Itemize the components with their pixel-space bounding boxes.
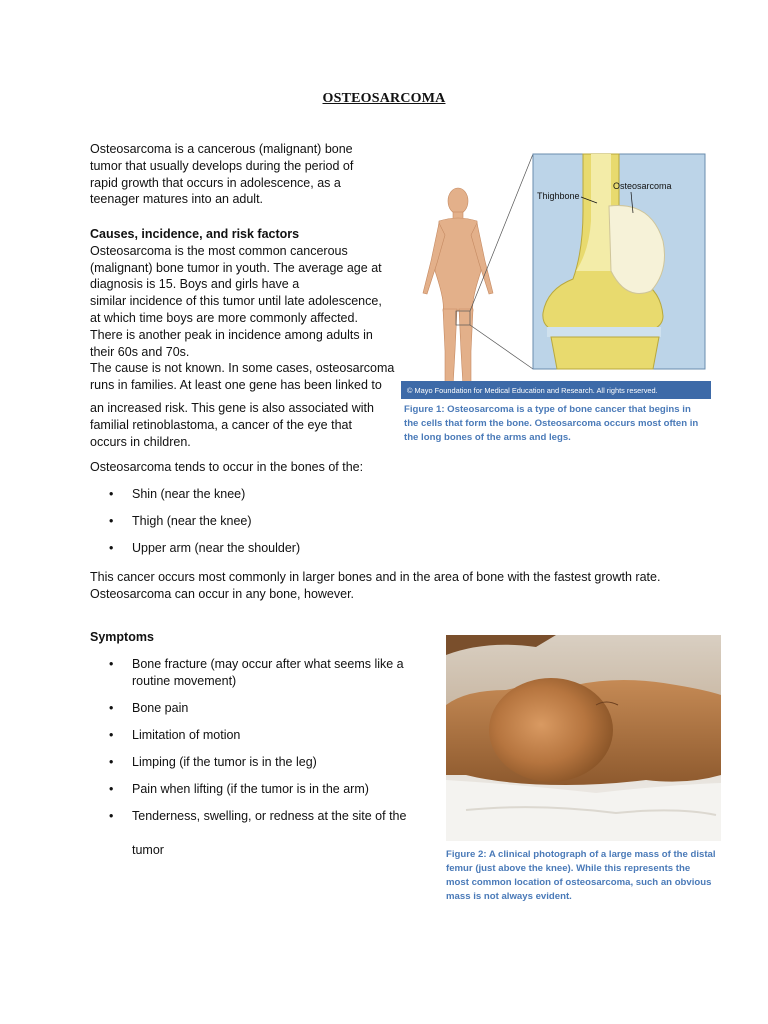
list-item: • Limping (if the tumor is in the leg) <box>109 754 317 769</box>
figure2-photo <box>446 635 721 841</box>
bullet-dot-icon: • <box>109 700 114 715</box>
causes-line: Osteosarcoma is the most common cancerous <box>90 243 348 258</box>
list-item: • Bone pain <box>109 700 189 715</box>
symptoms-heading: Symptoms <box>90 630 154 644</box>
bullet-dot-icon: • <box>109 727 114 742</box>
figure2-caption-line: mass is not always evident. <box>446 891 572 902</box>
list-item: • Tenderness, swelling, or redness at the site of the <box>109 808 407 823</box>
bones-after-line: Osteosarcoma can occur in any bone, however. <box>90 586 355 601</box>
causes-section <box>90 226 394 394</box>
symptom-continuation: tumor <box>132 843 164 857</box>
figure2-caption <box>446 848 716 904</box>
bones-after-paragraph <box>90 569 710 603</box>
bones-intro: Osteosarcoma tends to occur in the bones of the: <box>90 460 364 474</box>
causes-line: at which time boys are more commonly affected. <box>90 310 358 325</box>
bullet-dot-icon: • <box>109 754 114 769</box>
intro-line: tumor that usually develops during the period of <box>90 158 354 173</box>
figure1-copyright: © Mayo Foundation for Medical Education and Research. All rights reserved. <box>407 386 658 395</box>
causes-line: diagnosis is 15. Boys and girls have a <box>90 277 300 292</box>
human-body-figure <box>423 188 493 386</box>
bullet-dot-icon: • <box>109 513 114 528</box>
causes-line: familial retinoblastoma, a cancer of the eye that <box>90 417 352 432</box>
causes-line: an increased risk. This gene is also associated with <box>90 401 374 415</box>
list-item: • Upper arm (near the shoulder) <box>109 540 301 555</box>
knee-mass <box>489 678 613 782</box>
intro-paragraph <box>90 141 353 208</box>
thighbone-label: Thighbone <box>537 191 580 201</box>
osteosarcoma-label: Osteosarcoma <box>613 181 672 191</box>
figure2-caption-line: most common location of osteosarcoma, such an obvious <box>446 877 712 888</box>
causes-heading: Causes, incidence, and risk factors <box>90 227 300 241</box>
list-item: • Bone fracture (may occur after what seems like a routine movement) <box>109 657 404 688</box>
bullet-dot-icon: • <box>109 808 114 823</box>
causes-line: similar incidence of this tumor until late adolescence, <box>90 294 382 309</box>
figure1-caption-line: the long bones of the arms and legs. <box>404 432 571 443</box>
causes-line: occurs in children. <box>90 434 191 449</box>
causes-line: (malignant) bone tumor in youth. The average age at <box>90 260 382 275</box>
bullet-dot-icon: • <box>109 781 114 796</box>
causes-section-continued <box>90 400 374 450</box>
symptoms-list <box>90 656 425 841</box>
causes-line: There is another peak in incidence among adults in <box>90 327 373 342</box>
page-title: OSTEOSARCOMA <box>322 91 446 106</box>
figure2-caption-line: Figure 2: A clinical photograph of a large mass of the distal <box>446 849 716 860</box>
causes-line: The cause is not known. In some cases, osteosarcoma <box>90 361 395 376</box>
bones-after-line: This cancer occurs most commonly in larger bones and in the area of bone with the fastest growth rate. <box>90 570 661 584</box>
figure1-caption-line: Figure 1: Osteosarcoma is a type of bone cancer that begins in <box>404 404 691 415</box>
intro-line: teenager matures into an adult. <box>90 192 264 207</box>
figure2-caption-line: femur (just above the knee). While this represents the <box>446 863 691 874</box>
figure1-caption-line: the cells that form the bone. Osteosarcoma occurs most often in <box>404 418 699 429</box>
intro-line: Osteosarcoma is a cancerous (malignant) bone <box>90 142 353 156</box>
bones-list <box>90 486 410 557</box>
bullet-dot-icon: • <box>109 657 114 671</box>
causes-line: their 60s and 70s. <box>90 344 190 359</box>
figure1-caption <box>404 403 698 445</box>
list-item: • Thigh (near the knee) <box>109 513 252 528</box>
causes-line: runs in families. At least one gene has been linked to <box>90 378 382 393</box>
bullet-dot-icon: • <box>109 540 114 555</box>
list-item: • Pain when lifting (if the tumor is in the arm) <box>109 781 369 796</box>
figure1-illustration <box>401 151 711 400</box>
list-item: • Shin (near the knee) <box>109 487 246 501</box>
intro-line: rapid growth that occurs in adolescence, as a <box>90 175 341 190</box>
bullet-dot-icon: • <box>109 487 114 501</box>
list-item: • Limitation of motion <box>109 727 241 742</box>
